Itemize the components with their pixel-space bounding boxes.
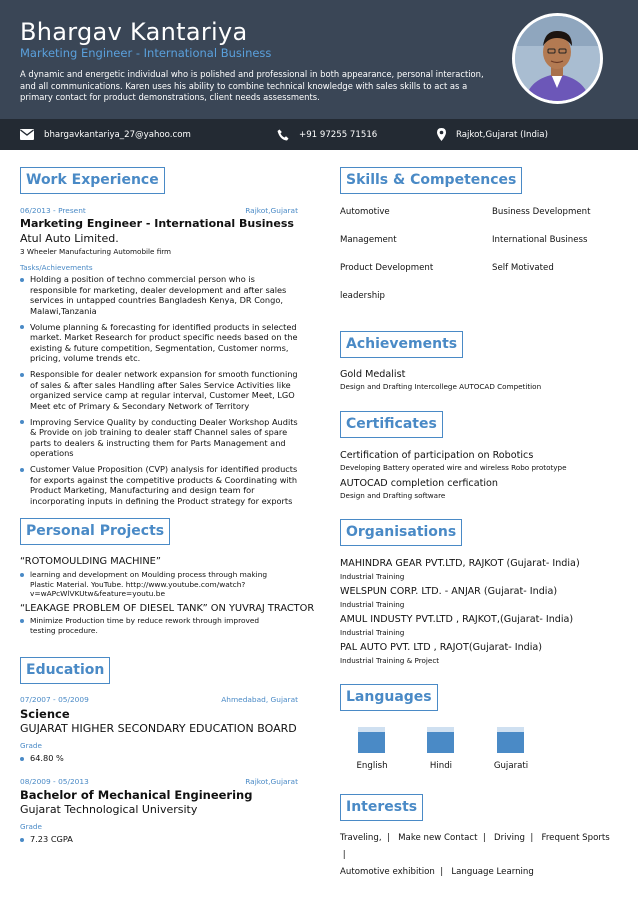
section-title-certificates: Certificates: [340, 411, 443, 438]
tasks-label: Tasks/Achievements: [20, 263, 93, 272]
profile-photo: [512, 13, 603, 104]
organisation-title: MAHINDRA GEAR PVT.LTD, RAJKOT (Gujarat- India): [340, 558, 580, 569]
interest-item: Automotive exhibition: [340, 867, 435, 877]
section-title-projects: Personal Projects: [20, 518, 170, 545]
skill-item: leadership: [340, 291, 385, 301]
work-location: Rajkot,Gujarat: [245, 206, 298, 215]
interest-item: Traveling,: [340, 833, 382, 843]
list-item: Improving Service Quality by conducting Dealer Workshop Audits & Provide on job training to dealer staff Channel sales of spare parts to dealers & instructing them for Parts Management and operations: [20, 417, 300, 459]
interest-item: Language Learning: [451, 867, 534, 877]
certificate-title: Certification of participation on Robotics: [340, 450, 534, 461]
work-title: Marketing Engineer - International Business: [20, 217, 294, 230]
list-item: 7.23 CGPA: [20, 834, 220, 845]
certificate-title: AUTOCAD completion cerfication: [340, 478, 498, 489]
work-company: Atul Auto Limited.: [20, 232, 119, 245]
section-title-education: Education: [20, 657, 110, 684]
education-school: GUJARAT HIGHER SECONDARY EDUCATION BOARD: [20, 722, 297, 735]
organisation-desc: Industrial Training & Project: [340, 656, 440, 665]
education-location: Rajkot,Gujarat: [245, 777, 298, 786]
language-name: Gujarati: [493, 761, 529, 771]
skill-item: Self Motivated: [492, 263, 554, 273]
candidate-role: Marketing Engineer - International Business: [20, 46, 272, 60]
work-company-desc: 3 Wheeler Manufacturing Automobile firm: [20, 247, 172, 256]
organisation-desc: Industrial Training: [340, 628, 405, 637]
education-school: Gujarat Technological University: [20, 803, 198, 816]
education-grade-list: [20, 753, 220, 769]
section-title-organisations: Organisations: [340, 519, 462, 546]
education-degree: Science: [20, 707, 70, 721]
contact-location: [437, 119, 548, 150]
section-title-work: Work Experience: [20, 167, 165, 194]
achievement-desc: Design and Drafting Intercollege AUTOCAD Competition: [340, 382, 542, 391]
phone-text: +91 97255 71516: [299, 129, 378, 140]
list-item: Responsible for dealer network expansion for smooth functioning of sales & after sales Handling after Sales Service Activities like organized service camp at regular interval, Customer Meet, LGO Meet etc of Primary & Secondary Network of Territory: [20, 369, 300, 411]
skill-item: Business Development: [492, 207, 591, 217]
certificate-desc: Design and Drafting software: [340, 491, 446, 500]
interest-item: Make new Contact: [398, 833, 478, 843]
organisation-desc: Industrial Training: [340, 572, 405, 581]
organisation-title: AMUL INDUSTY PVT.LTD , RAJKOT,(Gujarat- India): [340, 614, 574, 625]
interest-item: Frequent Sports: [541, 833, 610, 843]
organisation-title: PAL AUTO PVT. LTD , RAJOT(Gujarat- India): [340, 642, 543, 653]
profile-summary: A dynamic and energetic individual who is polished and professional in both appearance, personal interaction, and all communications. Karen uses his ability to combine technical knowledge with sales skills to act as a primary contact for product demonstrations, client needs assessments.: [20, 69, 484, 102]
candidate-name: Bhargav Kantariya: [20, 18, 248, 46]
interests-list: Traveling, | Make new Contact | Driving | Frequent Sports | Automotive exhibition | Language Learning: [340, 833, 610, 877]
work-date: 06/2013 - Present: [20, 206, 86, 215]
interest-item: Driving: [494, 833, 525, 843]
organisation-title: WELSPUN CORP. LTD. - ANJAR (Gujarat- India): [340, 586, 558, 597]
section-title-skills: Skills & Competences: [340, 167, 522, 194]
skill-item: Automotive: [340, 207, 390, 217]
skill-item: Product Development: [340, 263, 434, 273]
envelope-icon: [20, 129, 34, 140]
education-date: 07/2007 - 05/2009: [20, 695, 89, 704]
grade-label: Grade: [20, 822, 42, 831]
language-bar-fill: [497, 732, 524, 753]
organisation-desc: Industrial Training: [340, 600, 405, 609]
project-title: “LEAKAGE PROBLEM OF DIESEL TANK” ON YUVRAJ TRACTOR: [20, 603, 315, 614]
list-item: Volume planning & forecasting for identified products in selected market. Market Research for product specific needs based on the existing & future competition, Segmentation, Customer norms, pricing, volume trends etc.: [20, 322, 300, 364]
certificate-desc: Developing Battery operated wire and wireless Robo prototype: [340, 463, 567, 472]
section-title-achievements: Achievements: [340, 331, 463, 358]
section-title-interests: Interests: [340, 794, 423, 821]
contact-bar: [0, 119, 638, 150]
list-item: 64.80 %: [20, 753, 220, 764]
contact-email[interactable]: [20, 119, 191, 150]
achievement-title: Gold Medalist: [340, 369, 406, 380]
project-bullets: [20, 570, 282, 599]
language-bar-fill: [358, 732, 385, 753]
email-text: bhargavkantariya_27@yahoo.com: [44, 129, 191, 140]
skill-item: Management: [340, 235, 397, 245]
list-item: Customer Value Proposition (CVP) analysis for identified products for exports against the competitive products & Coordinating with Product Marketing, Manufacturing and design team for incorporating inputs in defining the Product strategy for exports: [20, 464, 300, 506]
list-item: learning and development on Moulding process through making Plastic Material. YouTube. http://www.youtube.com/watch?v=wAPcWlVKUtw&feature=youtu.be: [20, 570, 282, 599]
education-grade-list: [20, 834, 220, 850]
project-title: “ROTOMOULDING MACHINE”: [20, 556, 161, 567]
language-bar-fill: [427, 732, 454, 753]
project-bullets: [20, 616, 282, 635]
section-title-languages: Languages: [340, 684, 438, 711]
list-item: Minimize Production time by reduce rework through improved testing procedure.: [20, 616, 282, 635]
location-pin-icon: [437, 128, 446, 141]
resume-header: [0, 0, 638, 119]
language-name: English: [356, 761, 388, 771]
work-tasks-list: [20, 274, 300, 512]
language-name: Hindi: [429, 761, 453, 771]
contact-phone[interactable]: [277, 119, 377, 150]
skill-item: International Business: [492, 235, 588, 245]
phone-icon: [277, 129, 289, 141]
education-location: Ahmedabad, Gujarat: [221, 695, 298, 704]
education-degree: Bachelor of Mechanical Engineering: [20, 788, 253, 802]
education-date: 08/2009 - 05/2013: [20, 777, 89, 786]
list-item: Holding a position of techno commercial person who is responsible for marketing, dealer development and after sales services in untapped countries Bangladesh Kenya, DR Congo, Malawi,Tanzania: [20, 274, 300, 316]
grade-label: Grade: [20, 741, 42, 750]
location-text: Rajkot,Gujarat (India): [456, 129, 548, 140]
